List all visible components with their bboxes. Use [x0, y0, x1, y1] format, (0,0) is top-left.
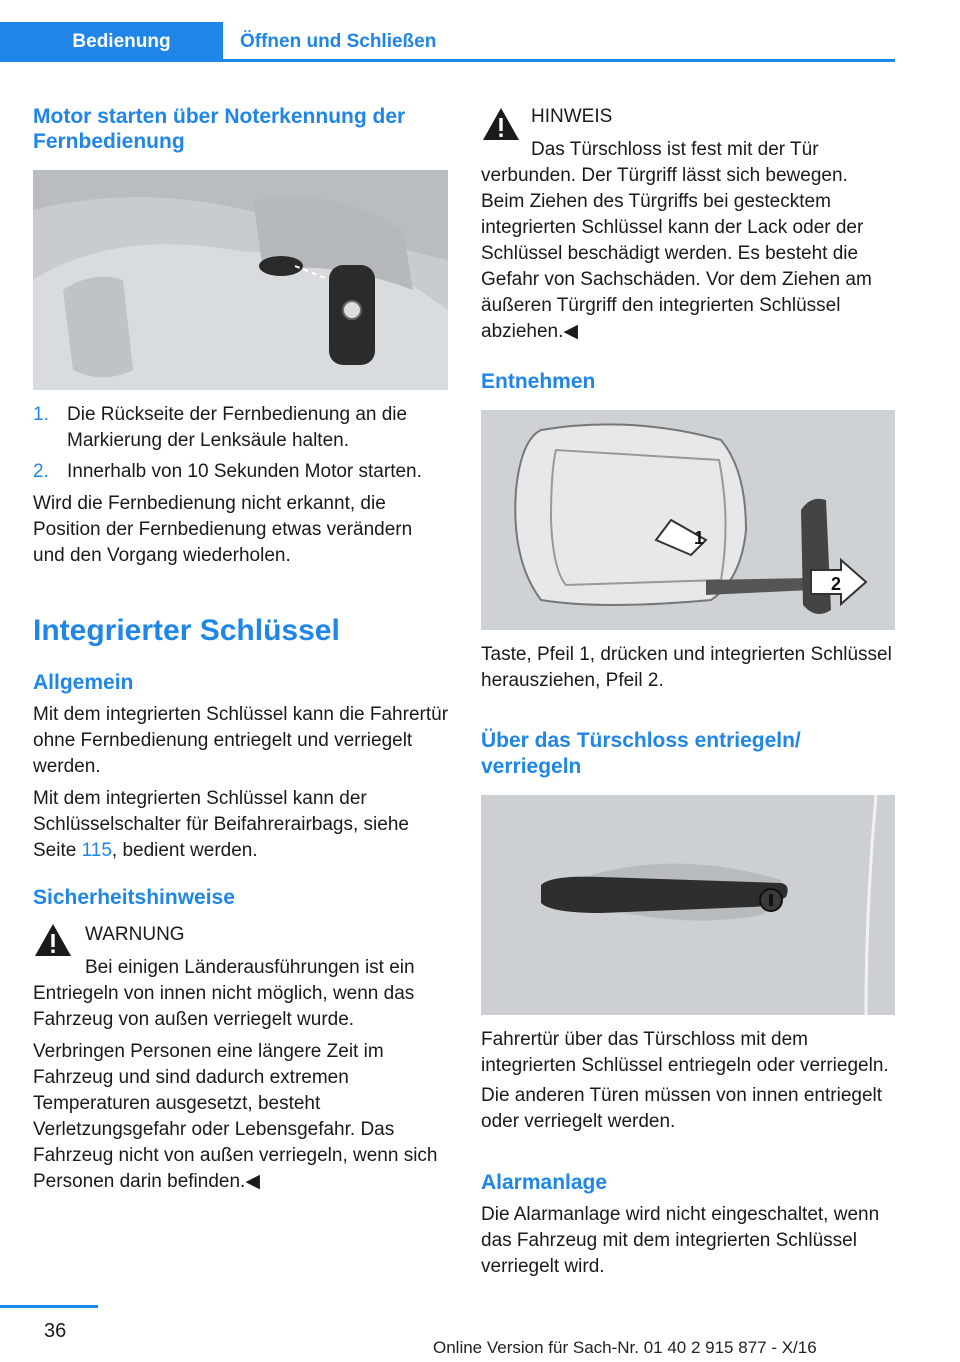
subheading-sicherheitshinweise: Sicherheitshinweise	[33, 886, 235, 909]
tab-bedienung[interactable]: Bedienung	[0, 22, 223, 62]
figure-key-removal	[481, 410, 895, 630]
page-number: 36	[44, 1320, 67, 1342]
warning-triangle-icon	[33, 922, 73, 958]
heading-motor-starten: Motor starten über Noterkennung der Fernbedienung	[33, 105, 406, 153]
footer-rule	[0, 1305, 98, 1308]
arrow-2-label: 2	[831, 574, 842, 594]
para-allgemein: Mit dem integrierten Schlüssel kann die Fahrertür ohne Fernbedienung entriegelt und verriegelt werden.	[33, 704, 449, 777]
subheading-entnehmen: Entnehmen	[481, 370, 596, 393]
para-tuerschloss-1: Fahrertür über das Türschloss mit dem integrierten Schlüssel entriegeln oder verriegeln.	[481, 1029, 889, 1076]
para-not-recognized: Wird die Fernbedienung nicht erkannt, die Position der Fernbedienung etwas verändern und den Vorgang wiederholen.	[33, 493, 413, 566]
arrow-1-label: 1	[694, 528, 705, 548]
warning-text-2: Verbringen Personen eine längere Zeit im Fahrzeug und sind dadurch extremen Temperaturen ausgesetzt, besteht Verletzungsgefahr oder Lebensgefahr. Das Fahrzeug nicht von außen verriegeln, wenn sich Personen darin befinden.◀	[33, 1041, 438, 1192]
key-removal-illustration	[481, 410, 895, 630]
page-link-115[interactable]: 115	[81, 840, 112, 861]
header-rule	[0, 59, 895, 62]
para-entnehmen: Taste, Pfeil 1, drücken und integrierten Schlüssel herausziehen, Pfeil 2.	[481, 644, 892, 691]
page-header	[0, 22, 895, 62]
door-handle-illustration	[481, 795, 895, 1015]
subheading-tuerschloss: Über das Türschloss entriegeln/ verriegeln	[481, 729, 801, 778]
subheading-alarmanlage: Alarmanlage	[481, 1171, 608, 1194]
para-tuerschloss-2: Die anderen Türen müssen von innen entriegelt oder verriegelt werden.	[481, 1085, 883, 1132]
online-version-text: Online Version für Sach-Nr. 01 40 2 915 877 - X/16	[433, 1338, 817, 1357]
steering-column-illustration	[33, 170, 448, 390]
warning-text: Bei einigen Länderausführungen ist ein Entriegeln von innen nicht möglich, wenn das Fahrzeug von außen verriegelt wurde.	[33, 957, 415, 1030]
step-2: 2. Innerhalb von 10 Sekunden Motor starten.	[33, 461, 422, 482]
tab-oeffnen-schliessen[interactable]: Öffnen und Schließen	[240, 31, 437, 52]
section-title-integrierter-schluessel: Integrierter Schlüssel	[33, 614, 340, 647]
warning-label: WARNUNG	[85, 924, 185, 945]
hinweis-label: HINWEIS	[531, 106, 613, 127]
figure-door-handle	[481, 795, 895, 1015]
para-alarmanlage: Die Alarmanlage wird nicht eingeschaltet, wenn das Fahrzeug mit dem integrierten Schlüssel verriegelt wird.	[481, 1204, 880, 1277]
step-1: 1. Die Rückseite der Fernbedienung an die Markierung der Lenksäule halten.	[33, 404, 408, 451]
para-schluesselschalter: Mit dem integrierten Schlüssel kann der Schlüsselschalter für Beifahrerairbags, siehe Seite 115, bedient werden.	[33, 788, 409, 861]
hinweis-text: Das Türschloss ist fest mit der Tür verbunden. Der Türgriff lässt sich bewegen. Beim Ziehen des Türgriffs bei gestecktem integrierten Schlüssel kann der Lack oder der Schlüssel beschädigt werden. Es besteht die Gefahr von Sachschäden. Vor dem Ziehen am äußeren Türgriff den integrierten Schlüssel abziehen.◀	[481, 139, 872, 342]
figure-steering-column	[33, 170, 448, 390]
subheading-allgemein: Allgemein	[33, 671, 134, 694]
